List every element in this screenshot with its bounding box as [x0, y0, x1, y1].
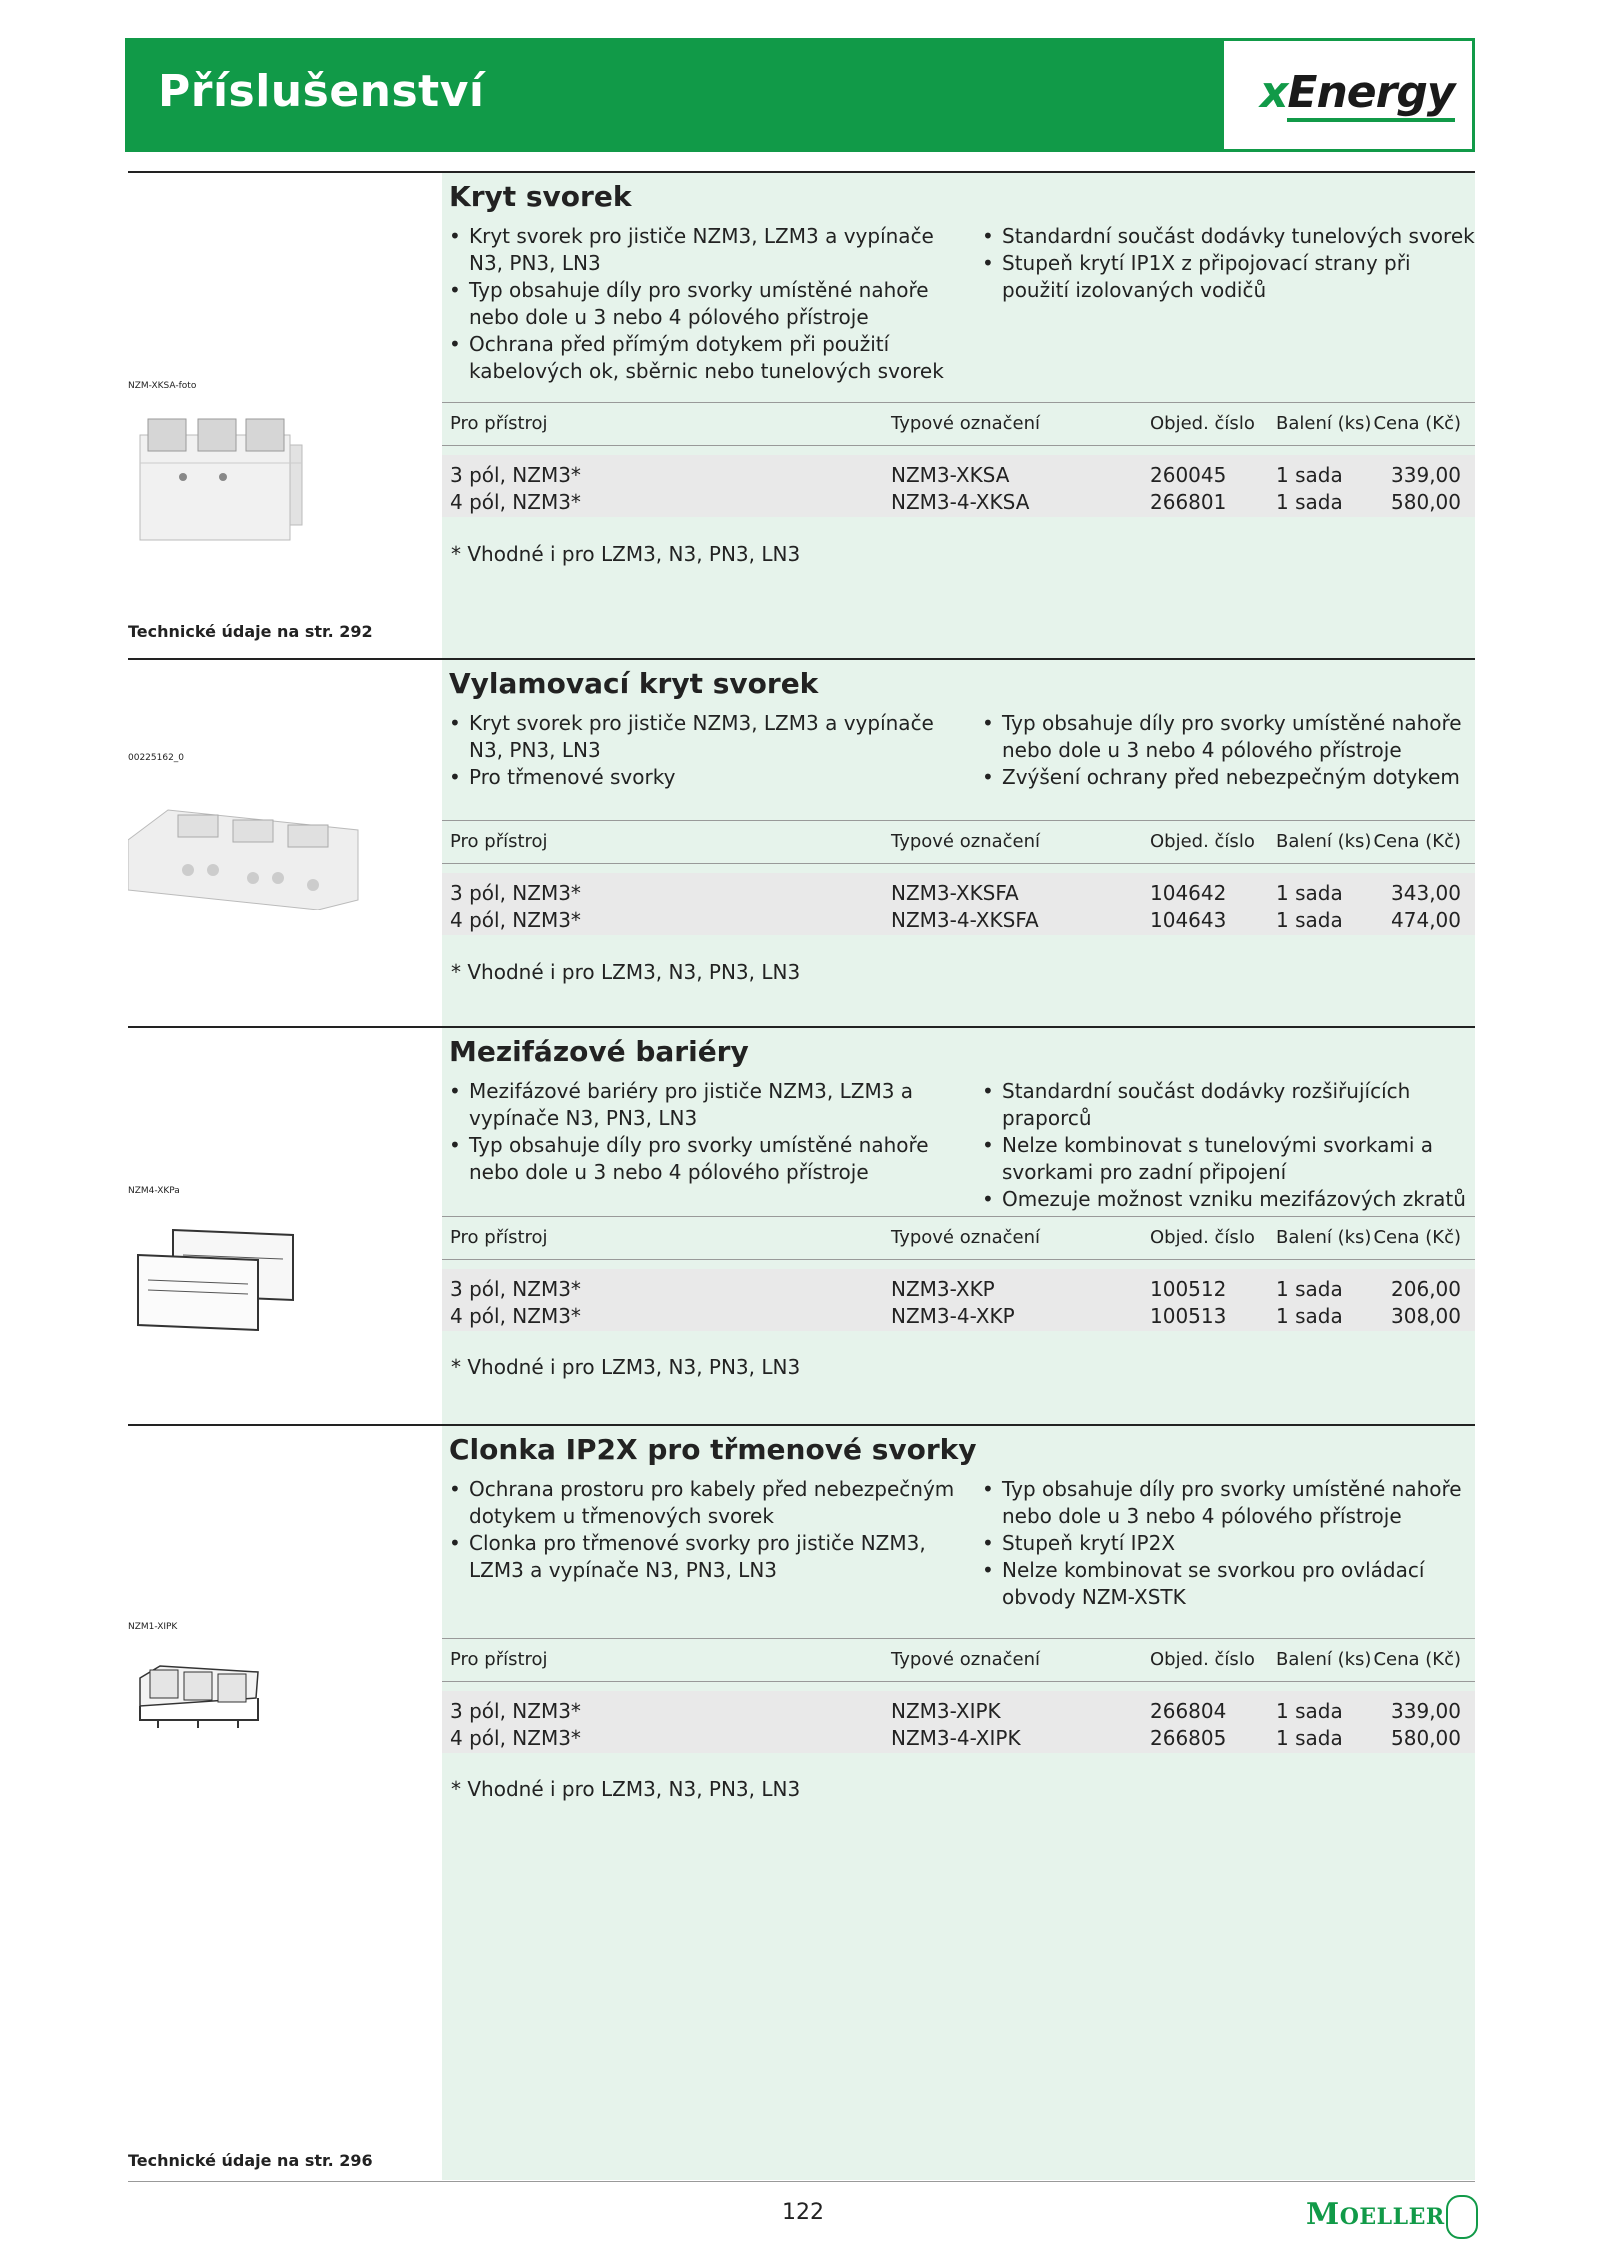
feature-item: • Standardní součást dodávky rozšiřujících praporců — [982, 1078, 1477, 1132]
table-header — [442, 1638, 1475, 1682]
table-header — [442, 402, 1475, 446]
footnote: * Vhodné i pro LZM3, N3, PN3, LN3 — [451, 1355, 801, 1379]
table-cell: NZM3-4-XIPK — [891, 1726, 1021, 1750]
column-header: Cena (Kč) — [1373, 413, 1461, 434]
section-divider — [128, 658, 1475, 660]
feature-item: • Standardní součást dodávky tunelových svorek — [982, 223, 1477, 250]
column-header: Objed. číslo — [1150, 1649, 1255, 1670]
table-cell: 3 pól, NZM3* — [450, 1699, 581, 1723]
footnote: * Vhodné i pro LZM3, N3, PN3, LN3 — [451, 542, 801, 566]
table-cell: 4 pól, NZM3* — [450, 1304, 581, 1328]
feature-item: • Stupeň krytí IP1X z připojovací strany při použití izolovaných vodičů — [982, 250, 1477, 304]
table-cell: 3 pól, NZM3* — [450, 1277, 581, 1301]
section-divider — [128, 1424, 1475, 1426]
column-header: Objed. číslo — [1150, 831, 1255, 852]
page-number: 122 — [782, 2200, 824, 2225]
column-header: Objed. číslo — [1150, 413, 1255, 434]
table-cell: 100512 — [1150, 1277, 1227, 1301]
table-cell: 580,00 — [1391, 1726, 1461, 1750]
feature-list-right — [982, 1476, 1477, 1611]
phase-barrier-image — [128, 1225, 308, 1335]
table-cell: 100513 — [1150, 1304, 1227, 1328]
column-header: Cena (Kč) — [1373, 1227, 1461, 1248]
section-title: Mezifázové bariéry — [449, 1035, 749, 1068]
image-label: 00225162_0 — [128, 753, 185, 763]
product-table — [442, 873, 1475, 935]
moeller-logo: MOELLER — [1306, 2197, 1445, 2232]
table-cell: 343,00 — [1391, 881, 1461, 905]
feature-list-left — [449, 710, 959, 791]
table-cell: NZM3-XKSFA — [891, 881, 1019, 905]
column-header: Balení (ks) — [1276, 413, 1372, 434]
image-label: NZM-XKSA-foto — [128, 381, 197, 391]
feature-list-left — [449, 1078, 959, 1186]
table-cell: 4 pól, NZM3* — [450, 908, 581, 932]
feature-item: • Mezifázové bariéry pro jističe NZM3, LZM3 a vypínače N3, PN3, LN3 — [449, 1078, 959, 1132]
table-cell: 266804 — [1150, 1699, 1227, 1723]
column-header: Typové označení — [891, 1227, 1041, 1248]
table-cell: 1 sada — [1276, 463, 1343, 487]
column-header: Balení (ks) — [1276, 1649, 1372, 1670]
feature-item: • Ochrana prostoru pro kabely před nebezpečným dotykem u třmenových svorek — [449, 1476, 959, 1530]
product-table — [442, 1269, 1475, 1331]
column-header: Cena (Kč) — [1373, 831, 1461, 852]
xenergy-logo: xEnergy — [1224, 41, 1472, 149]
table-cell: 308,00 — [1391, 1304, 1461, 1328]
table-cell: NZM3-4-XKSFA — [891, 908, 1039, 932]
footnote: * Vhodné i pro LZM3, N3, PN3, LN3 — [451, 960, 801, 984]
feature-item: • Omezuje možnost vzniku mezifázových zkratů — [982, 1186, 1477, 1213]
column-header: Pro přístroj — [450, 1649, 548, 1670]
table-cell: 474,00 — [1391, 908, 1461, 932]
table-cell: 339,00 — [1391, 1699, 1461, 1723]
feature-item: • Typ obsahuje díly pro svorky umístěné nahoře nebo dole u 3 nebo 4 pólového přístroje — [982, 1476, 1477, 1530]
technical-data-reference: Technické údaje na str. 292 — [128, 622, 373, 641]
feature-list-left — [449, 223, 959, 385]
column-header: Balení (ks) — [1276, 831, 1372, 852]
table-cell: NZM3-4-XKP — [891, 1304, 1015, 1328]
feature-list-right — [982, 1078, 1477, 1213]
table-cell: 3 pól, NZM3* — [450, 463, 581, 487]
page-header — [125, 38, 1475, 152]
feature-item: • Clonka pro třmenové svorky pro jističe NZM3, LZM3 a vypínače N3, PN3, LN3 — [449, 1530, 959, 1584]
table-cell: NZM3-XKSA — [891, 463, 1010, 487]
table-cell: 266801 — [1150, 490, 1227, 514]
footnote: * Vhodné i pro LZM3, N3, PN3, LN3 — [451, 1777, 801, 1801]
table-cell: 339,00 — [1391, 463, 1461, 487]
moeller-emblem-icon — [1446, 2195, 1478, 2239]
product-table — [442, 455, 1475, 517]
table-cell: NZM3-4-XKSA — [891, 490, 1030, 514]
ip2x-shroud-image — [128, 1658, 278, 1733]
breakout-cover-image — [128, 800, 368, 910]
feature-item: • Ochrana před přímým dotykem při použití kabelových ok, sběrnic nebo tunelových svorek — [449, 331, 959, 385]
feature-item: • Typ obsahuje díly pro svorky umístěné nahoře nebo dole u 3 nebo 4 pólového přístroje — [449, 277, 959, 331]
feature-list-right — [982, 710, 1477, 791]
table-cell: 260045 — [1150, 463, 1227, 487]
section-title: Vylamovací kryt svorek — [449, 667, 819, 700]
feature-list-right — [982, 223, 1477, 304]
feature-item: • Pro třmenové svorky — [449, 764, 959, 791]
feature-item: • Nelze kombinovat se svorkou pro ovládací obvody NZM-XSTK — [982, 1557, 1477, 1611]
table-cell: 1 sada — [1276, 490, 1343, 514]
column-header: Typové označení — [891, 831, 1041, 852]
feature-item: • Typ obsahuje díly pro svorky umístěné nahoře nebo dole u 3 nebo 4 pólového přístroje — [449, 1132, 959, 1186]
table-cell: NZM3-XKP — [891, 1277, 995, 1301]
feature-item: • Nelze kombinovat s tunelovými svorkami a svorkami pro zadní připojení — [982, 1132, 1477, 1186]
column-header: Objed. číslo — [1150, 1227, 1255, 1248]
table-cell: 104642 — [1150, 881, 1227, 905]
column-header: Typové označení — [891, 413, 1041, 434]
feature-item: • Stupeň krytí IP2X — [982, 1530, 1477, 1557]
table-cell: 4 pól, NZM3* — [450, 1726, 581, 1750]
feature-item: • Typ obsahuje díly pro svorky umístěné nahoře nebo dole u 3 nebo 4 pólového přístroje — [982, 710, 1477, 764]
table-cell: 1 sada — [1276, 1304, 1343, 1328]
table-cell: 266805 — [1150, 1726, 1227, 1750]
table-header — [442, 1216, 1475, 1260]
image-label: NZM4-XKPa — [128, 1186, 180, 1196]
column-header: Pro přístroj — [450, 413, 548, 434]
table-cell: 1 sada — [1276, 1726, 1343, 1750]
table-cell: 1 sada — [1276, 908, 1343, 932]
column-header: Cena (Kč) — [1373, 1649, 1461, 1670]
terminal-cover-image — [128, 405, 328, 545]
column-header: Pro přístroj — [450, 831, 548, 852]
product-table — [442, 1691, 1475, 1753]
feature-item: • Kryt svorek pro jističe NZM3, LZM3 a vypínače N3, PN3, LN3 — [449, 223, 959, 277]
section-divider — [128, 171, 1475, 173]
column-header: Balení (ks) — [1276, 1227, 1372, 1248]
feature-item: • Kryt svorek pro jističe NZM3, LZM3 a vypínače N3, PN3, LN3 — [449, 710, 959, 764]
technical-data-reference: Technické údaje na str. 296 — [128, 2151, 373, 2170]
feature-list-left — [449, 1476, 959, 1584]
table-cell: 580,00 — [1391, 490, 1461, 514]
section-title: Kryt svorek — [449, 180, 632, 213]
column-header: Typové označení — [891, 1649, 1041, 1670]
table-cell: NZM3-XIPK — [891, 1699, 1001, 1723]
table-cell: 104643 — [1150, 908, 1227, 932]
table-cell: 1 sada — [1276, 881, 1343, 905]
feature-item: • Zvýšení ochrany před nebezpečným dotykem — [982, 764, 1477, 791]
section-divider — [128, 1026, 1475, 1028]
table-cell: 3 pól, NZM3* — [450, 881, 581, 905]
footer-divider — [128, 2181, 1475, 2182]
table-cell: 1 sada — [1276, 1277, 1343, 1301]
table-cell: 206,00 — [1391, 1277, 1461, 1301]
table-cell: 1 sada — [1276, 1699, 1343, 1723]
column-header: Pro přístroj — [450, 1227, 548, 1248]
page-title: Příslušenství — [158, 66, 485, 117]
section-title: Clonka IP2X pro třmenové svorky — [449, 1433, 977, 1466]
table-header — [442, 820, 1475, 864]
image-label: NZM1-XIPK — [128, 1622, 178, 1632]
table-cell: 4 pól, NZM3* — [450, 490, 581, 514]
